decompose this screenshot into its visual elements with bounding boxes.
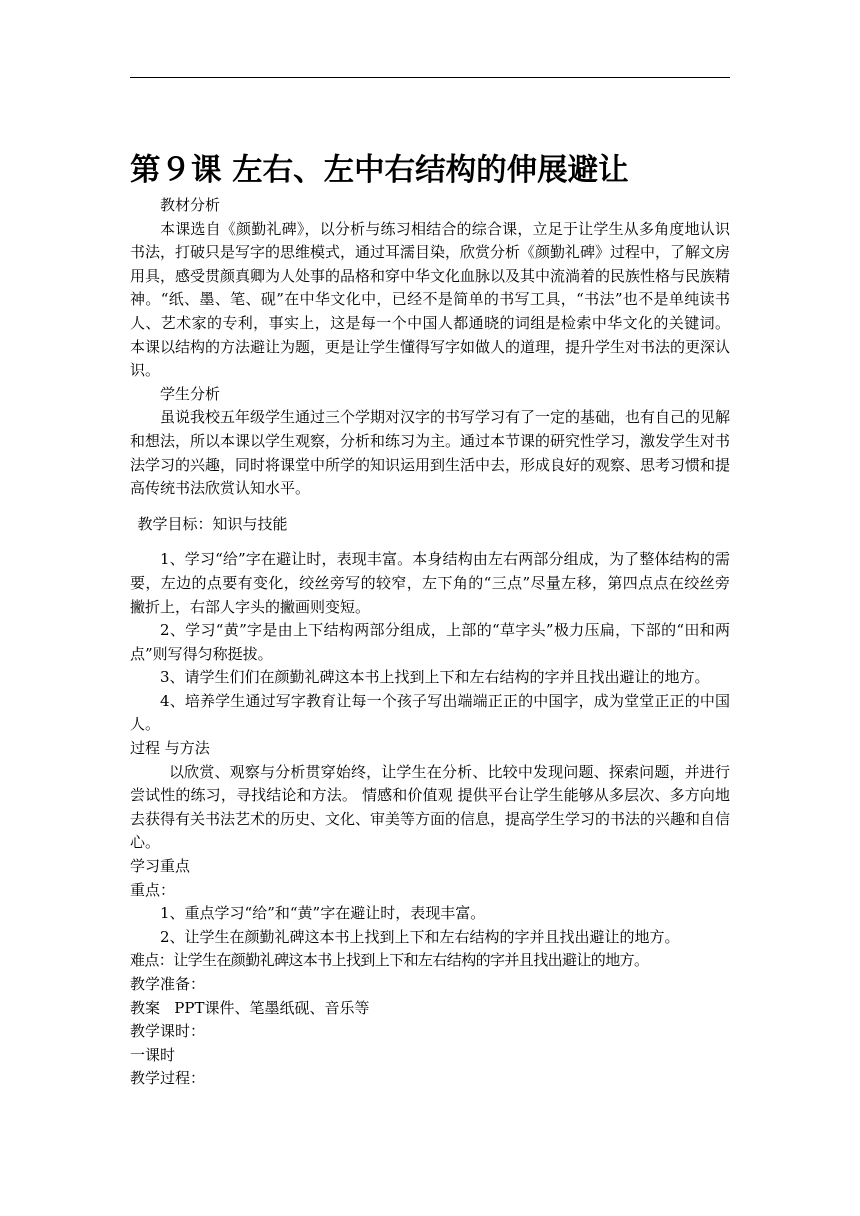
goal-item-4: 4、培养学生通过写字教育让每一个孩子写出端端正正的中国字，成为堂堂正正的中国人。 xyxy=(130,691,730,734)
difficulty-text: 难点：让学生在颜勤礼碑这本书上找到上下和左右结构的字并且找出避让的地方。 xyxy=(130,951,649,970)
key-point-2: 2、让学生在颜勤礼碑这本书上找到上下和左右结构的字并且找出避让的地方。 xyxy=(160,927,680,946)
prep-text: 教案 PPT课件、笔墨纸砚、音乐等 xyxy=(130,998,370,1017)
paragraph-material-analysis: 本课选自《颜勤礼碑》，以分析与练习相结合的综合课，立足于让学生从多角度地认识书法，打破只是写字的思维模式，通过耳濡目染，欣赏分析《颜勤礼碑》过程中，了解文房用具，感受贯颜真卿为人处事的品格和穿中华文化血脉以及其中流淌着的民族性格与民族精神。“纸、墨、笔、砚”在中华文化中，已经不是简单的书写工具，“书法”也不是单纯读书人、艺术家的专利，事实上，这是每一个中国人都通晓的词组是检索中华文化的关键词。 本课以结构的方法避让为题，更是让学生懂得写字如做人的道理，提升学生对书法的更深认识。 xyxy=(130,219,731,380)
goal-item-1: 1、学习“给”字在避让时，表现丰富。本身结构由左右两部分组成，为了整体结构的需要，左边的点要有变化，绞丝旁写的较窄，左下角的“三点”尽量左移，第四点点在绞丝旁撇折上，右部人字头的撇画则变短。 xyxy=(130,550,730,616)
goal-item-3: 3、请学生们们在颜勤礼碑这本书上找到上下和左右结构的字并且找出避让的地方。 xyxy=(160,668,710,687)
prep-label: 教学准备： xyxy=(130,975,206,993)
lesson-title: 第９课 左右、左中右结构的伸展避让 xyxy=(130,153,629,188)
key-point-1: 1、重点学习“给”和“黄”字在避让时，表现丰富。 xyxy=(160,904,486,923)
hours-text: 一课时 xyxy=(130,1045,176,1064)
heading-key-points: 学习重点 xyxy=(130,857,191,876)
hours-label: 教学课时： xyxy=(130,1022,206,1041)
heading-process-method: 过程 与方法 xyxy=(130,739,210,758)
document-body xyxy=(130,148,730,1091)
paragraph-process-method: 以欣赏、观察与分析贯穿始终，让学生在分析、比较中发现问题、探索问题，并进行尝试性的练习，寻找结论和方法。 情感和价值观 提供平台让学生能够从多层次、多方向地去获得有关书法艺术的历史、文化、审美等方面的信息，提高学生学习的书法的兴趣和自信心。 xyxy=(130,762,731,852)
heading-material-analysis: 教材分析 xyxy=(160,196,221,214)
paragraph-student-analysis: 虽说我校五年级学生通过三个学期对汉字的书写学习有了一定的基础，也有自己的见解和想法，所以本课以学生观察，分析和练习为主。通过本节课的研究性学习，激发学生对书法学习的兴趣，同时将课堂中所学的知识运用到生活中去，形成良好的观察、思考习惯和提高传统书法欣赏认知水平。 xyxy=(130,408,731,498)
heading-teaching-goals: 教学目标：知识与技能 xyxy=(137,514,288,533)
goal-item-2: 2、学习“黄”字是由上下结构两部分组成，上部的“草字头”极力压扁，下部的“田和两点”则写得匀称挺拔。 xyxy=(130,621,730,663)
key-points-label: 重点： xyxy=(130,880,176,899)
process-label: 教学过程： xyxy=(130,1069,206,1088)
header-rule xyxy=(130,77,730,78)
heading-student-analysis: 学生分析 xyxy=(160,384,221,403)
